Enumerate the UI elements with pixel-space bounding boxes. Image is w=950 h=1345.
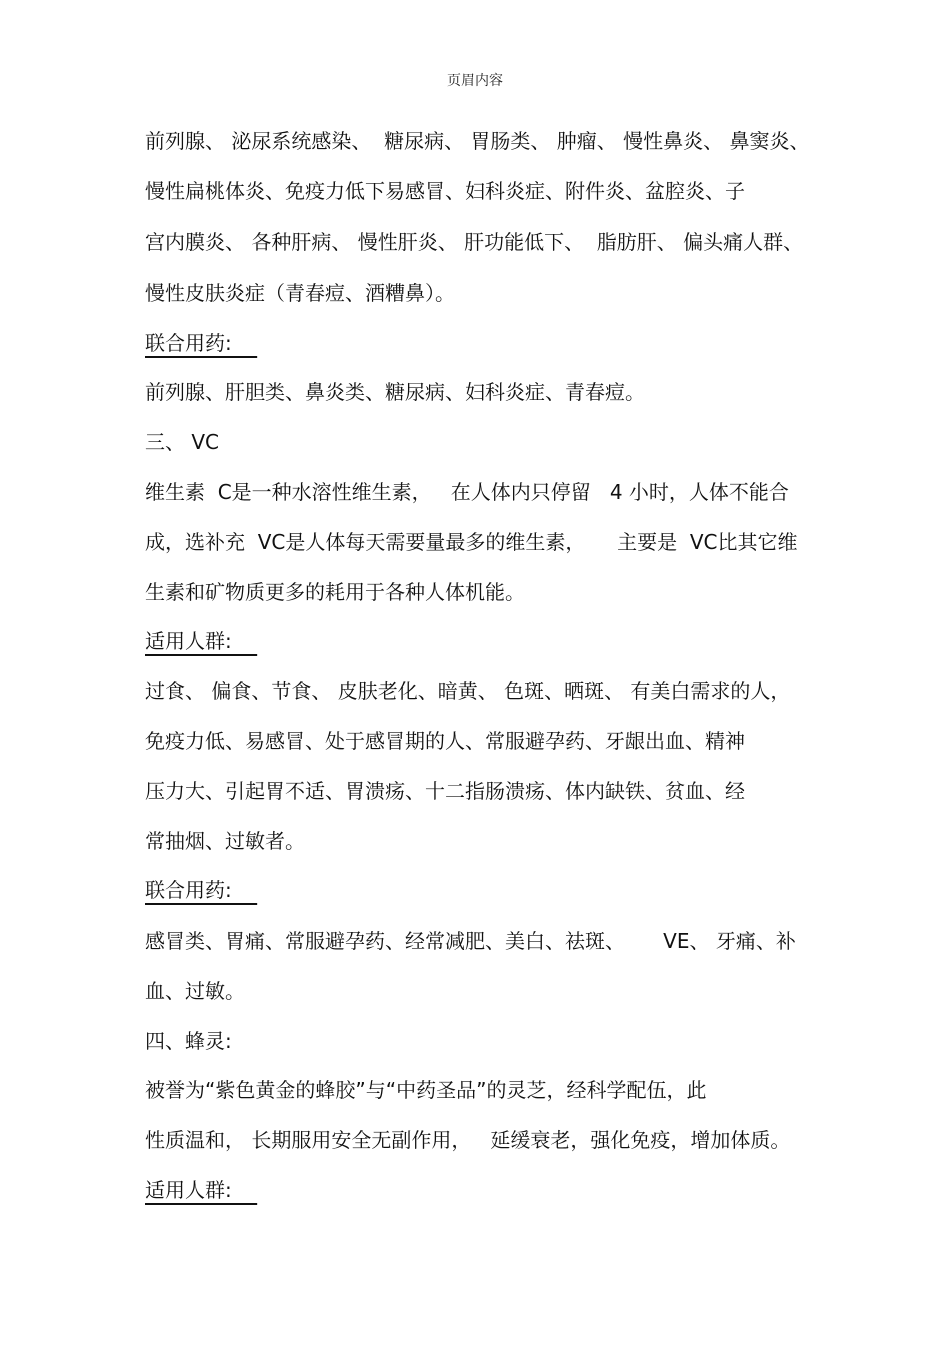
body-line: 常抽烟、过敏者。 [145,829,305,853]
body-line: 性质温和， 长期服用安全无副作用， 延缓衰老，强化免疫，增加体质。 [145,1128,791,1152]
body-line: 压力大、引起胃不适、胃溃疡、十二指肠溃疡、体内缺铁、贫血、经 [145,779,745,803]
section-title-bee-ling: 四、蜂灵: [145,1029,232,1053]
body-line: 慢性扁桃体炎、免疫力低下易感冒、妇科炎症、附件炎、盆腔炎、子 [145,179,745,203]
body-line: 被誉为“紫色黄金的蜂胶”与“中药圣品”的灵芝，经科学配伍，此 [145,1078,707,1102]
body-line: 成，选补充 VC是人体每天需要量最多的维生素， 主要是 VC比其它维 [145,530,798,554]
page-header: 页眉内容 [447,73,503,89]
body-line: 过食、 偏食、节食、 皮肤老化、暗黄、 色斑、晒斑、 有美白需求的人， [145,679,791,703]
body-line: 血、过敏。 [145,979,245,1003]
section-heading-target-group: 适用人群: [145,629,258,653]
body-line: 宫内膜炎、 各种肝病、 慢性肝炎、 肝功能低下、 脂肪肝、 偏头痛人群、 [145,230,804,254]
section-title-vc: 三、 VC [145,430,220,454]
section-heading-target-group: 适用人群: [145,1178,258,1202]
body-line: 免疫力低、易感冒、处于感冒期的人、常服避孕药、牙龈出血、精神 [145,729,745,753]
body-line: 生素和矿物质更多的耗用于各种人体机能。 [145,580,525,604]
body-line: 维生素 C是一种水溶性维生素， 在人体内只停留 4 小时，人体不能合 [145,480,789,504]
section-heading-combined-medication: 联合用药: [145,331,258,355]
section-heading-combined-medication: 联合用药: [145,878,258,902]
body-line: 慢性皮肤炎症（青春痘、酒糟鼻）。 [145,281,455,305]
body-line: 前列腺、肝胆类、鼻炎类、糖尿病、妇科炎症、青春痘。 [145,380,645,404]
body-line: 感冒类、胃痛、常服避孕药、经常减肥、美白、祛斑、 VE、 牙痛、补 [145,929,796,953]
body-line: 前列腺、 泌尿系统感染、 糖尿病、 胃肠类、 肿瘤、 慢性鼻炎、 鼻窦炎、 [145,129,810,153]
